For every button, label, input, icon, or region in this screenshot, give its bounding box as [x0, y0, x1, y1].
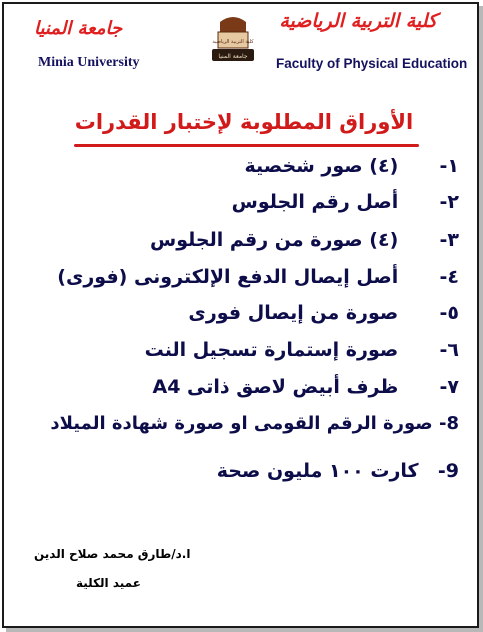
item-text: أصل رقم الجلوس — [231, 191, 399, 213]
item-number: ٥- — [439, 302, 459, 324]
item-text: (٤) صور شخصية — [244, 155, 399, 177]
university-name-arabic: جامعة المنيا — [34, 18, 123, 39]
list-item — [188, 301, 459, 325]
university-logo — [204, 14, 262, 64]
logo-bottom-text: جامعة المنيا — [218, 53, 248, 60]
item-text: ظرف أبيض لاصق ذاتى A4 — [152, 376, 399, 398]
list-item — [50, 412, 459, 436]
list-item — [217, 459, 459, 483]
list-item — [145, 338, 459, 362]
list-item — [57, 265, 459, 289]
item-number: ٣- — [439, 229, 459, 251]
item-number: ٢- — [439, 191, 459, 213]
list-item — [244, 154, 459, 178]
item-text: صورة الرقم القومى او صورة شهادة الميلاد — [50, 413, 433, 434]
item-number: 8- — [438, 413, 459, 434]
item-text: أصل إيصال الدفع الإلكترونى (فورى) — [57, 266, 399, 288]
list-item — [152, 375, 459, 399]
university-name-english: Minia University — [38, 55, 140, 70]
document-page — [2, 2, 479, 628]
item-text: صورة إستمارة تسجيل النت — [144, 339, 399, 361]
dean-title: عميد الكلية — [76, 576, 141, 590]
list-item — [150, 228, 459, 252]
item-number: ١- — [439, 155, 459, 177]
page-title: الأوراق المطلوبة لإختبار القدرات — [74, 110, 414, 134]
dean-name: ا.د/طارق محمد صلاح الدين — [34, 547, 191, 561]
faculty-name-arabic: كلية التربية الرياضية — [279, 10, 437, 32]
item-number: ٤- — [439, 266, 459, 288]
item-number: ٧- — [439, 376, 459, 398]
list-item — [232, 190, 459, 214]
item-text: صورة من إيصال فورى — [188, 302, 399, 324]
item-text: كارت ١٠٠ مليون صحة — [216, 460, 419, 482]
item-text: (٤) صورة من رقم الجلوس — [150, 229, 399, 251]
title-underline — [74, 144, 419, 147]
faculty-name-english: Faculty of Physical Education — [276, 56, 468, 71]
logo-top-text: كلية التربية الرياضية — [212, 39, 254, 45]
item-number: 9- — [437, 460, 459, 482]
item-number: ٦- — [439, 339, 459, 361]
